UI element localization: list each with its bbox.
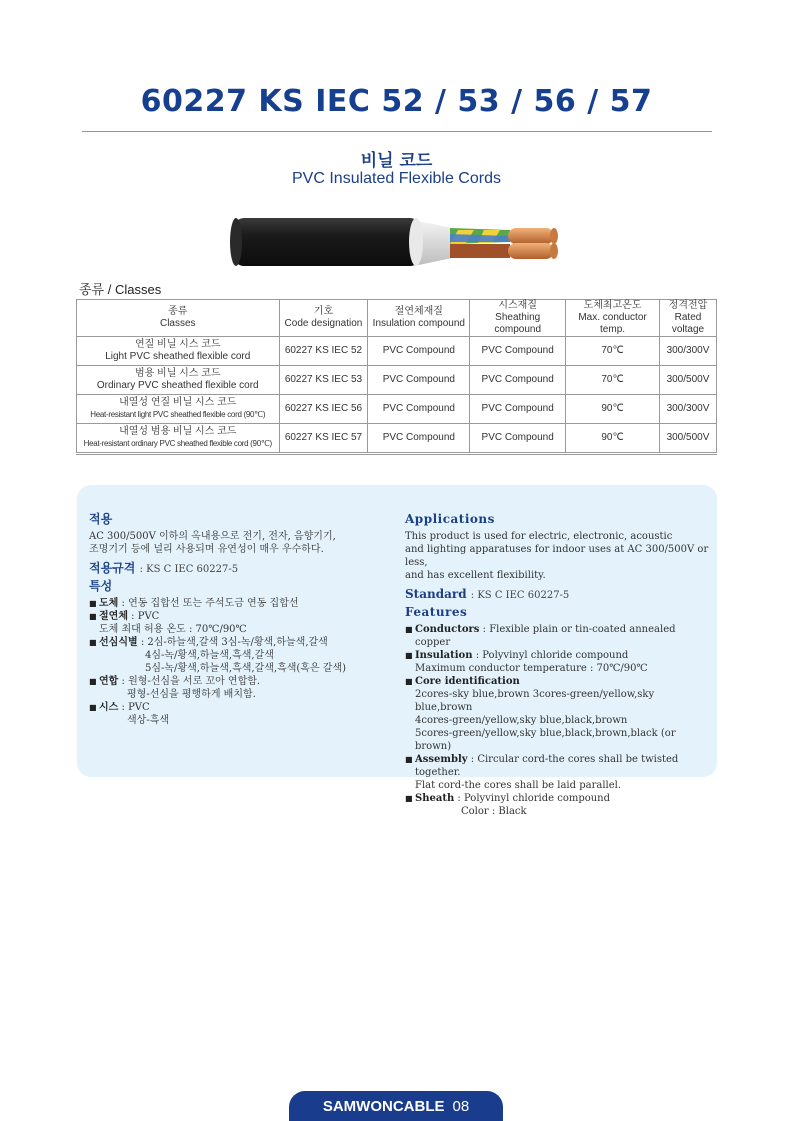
cell-code: 60227 KS IEC 56 xyxy=(279,395,368,424)
classes-table xyxy=(76,299,717,455)
cell-class: 연질 비닐 시스 코드 Light PVC sheathed flexible cord xyxy=(77,337,280,366)
english-column: Applications This product is used for electric, electronic, acoustic and lighting apparatuses for indoor uses at AC 300/500V or less, and has excellent flexibility. Standard : KS C IEC 60227-5 Features ■ Conductors : Flexible plain or tin-coated annealed copper ■ Insulation : Polyvinyl chloride compound Maximum conductor temperature : 70℃/90℃ ■ Core identification 2cores-sky blue,brown 3cores-green/yellow,sky blue,brown 4cores-green/yellow,sky blue,black,brown 5cores-green/yellow,sky blue,black,brown,black (or brown) ■ Assembly : Circular cord-the cores shall be twisted together. Flat cord-the cores shall be laid parallel. ■ Sheath : Polyvinyl chloride compound Color : Black xyxy=(405,513,710,818)
outer-sheath xyxy=(234,218,420,266)
list-item: ■ Conductors : Flexible plain or tin-coated annealed copper xyxy=(405,623,710,649)
cell-voltage: 300/300V xyxy=(659,337,716,366)
list-item: ■ 연합 : 원형-선심을 서로 꼬아 연합함. xyxy=(89,675,389,688)
ko-applications-heading: 적용 xyxy=(89,512,113,526)
title-divider xyxy=(82,131,712,132)
cell-voltage: 300/500V xyxy=(659,424,716,454)
header-voltage: 정격전압 Rated voltage xyxy=(659,300,716,337)
cell-sheath: PVC Compound xyxy=(470,366,566,395)
cell-class: 내열성 연질 비닐 시스 코드 Heat-resistant light PVC sheathed flexible cord (90℃) xyxy=(77,395,280,424)
cell-insulation: PVC Compound xyxy=(368,395,470,424)
cell-voltage: 300/300V xyxy=(659,395,716,424)
table-row xyxy=(77,366,717,395)
list-item: ■ 선심식별 : 2심-하늘색,갈색 3심-녹/황색,하늘색,갈색 xyxy=(89,636,389,649)
page-footer xyxy=(289,1091,503,1121)
cell-insulation: PVC Compound xyxy=(368,366,470,395)
subtitle-english: PVC Insulated Flexible Cords xyxy=(292,170,501,187)
cell-code: 60227 KS IEC 53 xyxy=(279,366,368,395)
en-features-list: ■ Conductors : Flexible plain or tin-coated annealed copper ■ Insulation : Polyvinyl chloride compound Maximum conductor temperature : 70℃/90℃ ■ Core identification 2cores-sky blue,brown 3cores-green/yellow,sky blue,brown 4cores-green/yellow,sky blue,black,brown 5cores-green/yellow,sky blue,black,brown,black (or brown) ■ Assembly : Circular cord-the cores shall be twisted together. Flat cord-the cores shall be laid parallel. ■ Sheath : Polyvinyl chloride compound Color : Black xyxy=(405,623,710,818)
copper-strand-top xyxy=(508,228,554,244)
cell-sheath: PVC Compound xyxy=(470,424,566,454)
cell-insulation: PVC Compound xyxy=(368,337,470,366)
copper-strand-bottom xyxy=(508,243,554,259)
header-code: 기호 Code designation xyxy=(279,300,368,337)
list-item: ■ Core identification xyxy=(405,675,710,688)
cell-temp: 70℃ xyxy=(566,366,660,395)
cell-sheath: PVC Compound xyxy=(470,395,566,424)
list-item: ■ Sheath : Polyvinyl chloride compound xyxy=(405,792,710,805)
classes-label: 종류 / Classes xyxy=(79,282,162,297)
cell-voltage: 300/500V xyxy=(659,366,716,395)
en-features-heading: Features xyxy=(405,605,468,619)
cell-temp: 90℃ xyxy=(566,424,660,454)
list-item: ■ Assembly : Circular cord-the cores shall be twisted together. xyxy=(405,753,710,779)
cell-sheath: PVC Compound xyxy=(470,337,566,366)
cell-code: 60227 KS IEC 57 xyxy=(279,424,368,454)
table-header-row xyxy=(77,300,717,337)
footer-brand: SAMWONCABLE xyxy=(322,1097,445,1115)
subtitle-korean: 비닐 코드 xyxy=(360,151,433,171)
cell-insulation: PVC Compound xyxy=(368,424,470,454)
ko-features-heading: 특성 xyxy=(89,579,113,593)
cell-temp: 70℃ xyxy=(566,337,660,366)
header-sheathing: 시스재질 Sheathing compound xyxy=(470,300,566,337)
cell-class: 내열성 범용 비닐 시스 코드 Heat-resistant ordinary PVC sheathed flexible cord (90℃) xyxy=(77,424,280,454)
page-number: 08 xyxy=(452,1097,470,1115)
table-row xyxy=(77,424,717,454)
header-classes: 종류 Classes xyxy=(77,300,280,337)
list-item: ■ 절연체 : PVC xyxy=(89,610,389,623)
cell-code: 60227 KS IEC 52 xyxy=(279,337,368,366)
en-applications-heading: Applications xyxy=(405,512,495,526)
cell-class: 범용 비닐 시스 코드 Ordinary PVC sheathed flexible cord xyxy=(77,366,280,395)
core-brown xyxy=(450,244,510,258)
page-title: 60227 KS IEC 52 / 53 / 56 / 57 xyxy=(140,84,653,119)
ko-features-list: ■ 도체 : 연동 집합선 또는 주석도금 연동 집합선 ■ 절연체 : PVC 도체 최대 허용 온도 : 70℃/90℃ ■ 선심식별 : 2심-하늘색,갈색 3심-녹/황색,하늘색,갈색 4심-녹/황색,하늘색,흑색,갈색 5심-녹/황색,하늘색,흑색,갈색,흑색(혹은 갈색) ■ 연합 : 원형-선심을 서로 꼬아 연합함. 평형-선심을 평행하게 배치함. ■ 시스 : PVC 색상-흑색 xyxy=(89,597,389,727)
header-max-temp: 도체최고온도 Max. conductor temp. xyxy=(566,300,660,337)
en-standard: Standard : KS C IEC 60227-5 xyxy=(405,587,570,601)
table-row xyxy=(77,337,717,366)
table-row xyxy=(77,395,717,424)
list-item: ■ Insulation : Polyvinyl chloride compound xyxy=(405,649,710,662)
description-panel xyxy=(77,485,717,817)
cell-temp: 90℃ xyxy=(566,395,660,424)
korean-column: 적용 AC 300/500V 이하의 옥내용으로 전기, 전자, 음향기기, 조명기기 등에 널리 사용되며 유연성이 매우 우수하다. 적용규격 : KS C IEC 60227-5 특성 ■ 도체 : 연동 집합선 또는 주석도금 연동 집합선 ■ 절연체 : PVC 도체 최대 허용 온도 : 70℃/90℃ ■ 선심식별 : 2심-하늘색,갈색 3심-녹/황색,하늘색,갈색 4심-녹/황색,하늘색,흑색,갈색 5심-녹/황색,하늘색,흑색,갈색,흑색(혹은 갈색) ■ 연합 : 원형-선심을 서로 꼬아 연합함. 평형-선심을 평행하게 배치함. ■ 시스 : PVC 색상-흑색 xyxy=(89,513,389,727)
list-item: ■ 도체 : 연동 집합선 또는 주석도금 연동 집합선 xyxy=(89,597,389,610)
list-item: ■ 시스 : PVC xyxy=(89,701,389,714)
cable-illustration xyxy=(228,214,564,270)
header-insulation: 절연체재질 Insulation compound xyxy=(368,300,470,337)
ko-standard: 적용규격 : KS C IEC 60227-5 xyxy=(89,561,239,575)
